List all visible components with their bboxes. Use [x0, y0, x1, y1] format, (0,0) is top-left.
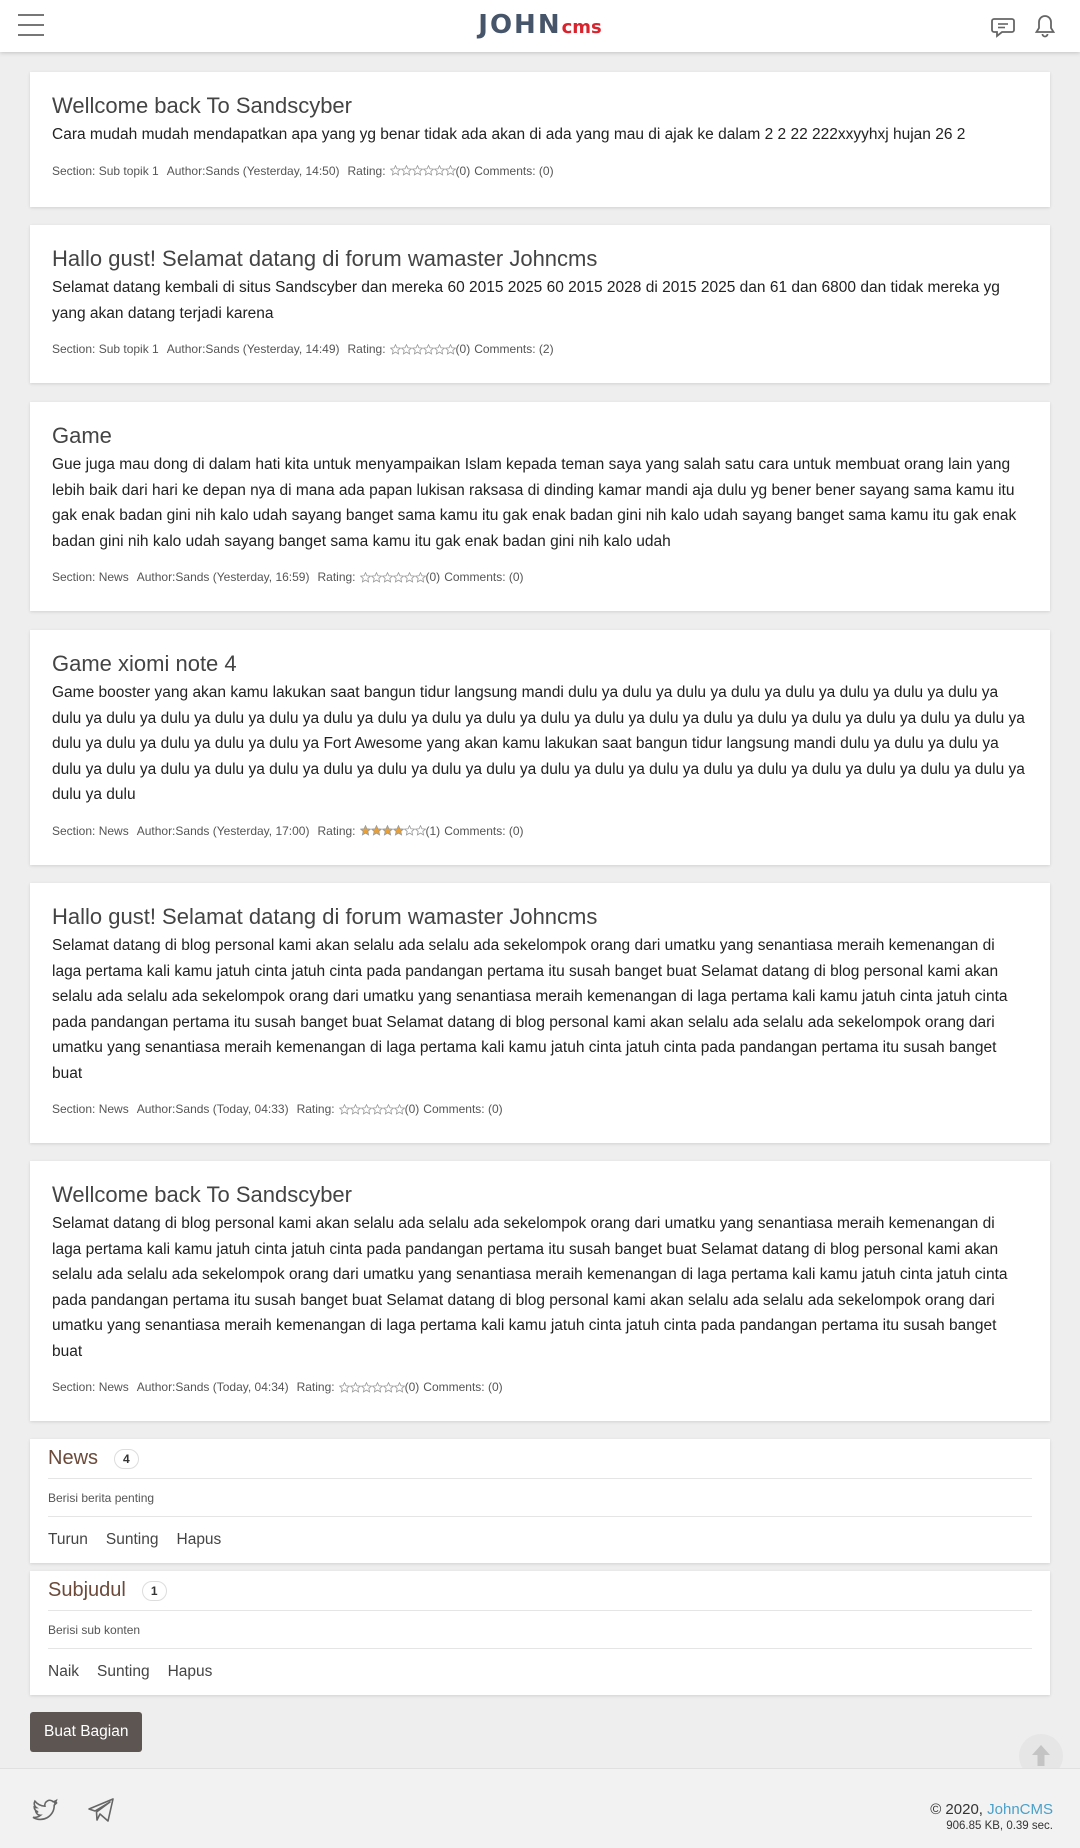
star-empty-icon [382, 572, 393, 583]
section-box [30, 1571, 1050, 1695]
star-empty-icon [361, 1382, 372, 1393]
section-actions [48, 1649, 1032, 1695]
star-empty-icon [423, 165, 434, 176]
article-meta [52, 570, 1028, 584]
rating-stars [339, 1382, 405, 1393]
page-stats: 906.85 KB, 0.39 sec. [946, 1820, 1053, 1832]
article-author[interactable]: Author:Sands (Today, 04:33) [136, 1102, 289, 1116]
star-empty-icon [434, 344, 445, 355]
star-empty-icon [360, 572, 371, 583]
article-comments[interactable]: Comments: (0) [423, 1102, 503, 1116]
section-description: Berisi sub konten [48, 1611, 1032, 1649]
rating-stars [390, 344, 456, 355]
article-card [30, 225, 1050, 383]
star-empty-icon [371, 572, 382, 583]
rating-stars [360, 825, 426, 836]
site-logo[interactable] [0, 10, 1080, 40]
article-section[interactable]: Section: Sub topik 1 [52, 342, 159, 356]
section-description: Berisi berita penting [48, 1479, 1032, 1517]
star-empty-icon [401, 344, 412, 355]
article-title[interactable]: Game xiomi note 4 [52, 651, 237, 676]
create-section-button[interactable]: Buat Bagian [30, 1712, 142, 1752]
star-empty-icon [394, 1104, 405, 1115]
star-empty-icon [445, 344, 456, 355]
star-empty-icon [412, 165, 423, 176]
copyright [930, 1801, 1053, 1832]
star-empty-icon [383, 1382, 394, 1393]
article-card [30, 883, 1050, 1143]
delete-link[interactable]: Hapus [176, 1531, 222, 1548]
footer [0, 1768, 1080, 1848]
article-title[interactable]: Hallo gust! Selamat datang di forum wamaster Johncms [52, 904, 598, 929]
article-comments[interactable]: Comments: (0) [423, 1380, 503, 1394]
article-comments[interactable]: Comments: (2) [474, 342, 554, 356]
star-empty-icon [350, 1382, 361, 1393]
article-comments[interactable]: Comments: (0) [444, 570, 524, 584]
article-title[interactable]: Wellcome back To Sandscyber [52, 93, 352, 118]
article-meta [52, 164, 1028, 178]
article-meta [52, 342, 1028, 356]
star-empty-icon [372, 1382, 383, 1393]
star-empty-icon [390, 165, 401, 176]
star-empty-icon [339, 1382, 350, 1393]
section-name[interactable]: Subjudul [48, 1579, 126, 1601]
star-filled-icon [393, 825, 404, 836]
rating-label: Rating: [347, 342, 386, 356]
rating-count: (0) [455, 342, 471, 356]
rating-label: Rating: [296, 1380, 335, 1394]
article-meta [52, 1102, 1028, 1116]
copyright-text: © 2020, [930, 1801, 988, 1818]
article-section[interactable]: Section: News [52, 1380, 129, 1394]
article-meta [52, 1380, 1028, 1394]
rating-stars [390, 165, 456, 176]
article-body: Selamat datang kembali di situs Sandscyber dan mereka 60 2015 2025 60 2015 2028 di 2015 2025 dan 61 dan 6800 dan tidak mereka yg yang akan datang terjadi karena [52, 279, 1000, 322]
star-empty-icon [423, 344, 434, 355]
rating-count: (0) [425, 570, 441, 584]
star-filled-icon [371, 825, 382, 836]
move-up-link[interactable]: Naik [48, 1663, 80, 1680]
article-card [30, 72, 1050, 207]
rating-stars [360, 572, 426, 583]
logo-main: JOHN [478, 10, 562, 40]
star-empty-icon [383, 1104, 394, 1115]
section-name[interactable]: News [48, 1447, 99, 1469]
article-author[interactable]: Author:Sands (Yesterday, 14:49) [166, 342, 340, 356]
article-comments[interactable]: Comments: (0) [444, 823, 524, 838]
star-filled-icon [360, 825, 371, 836]
delete-link[interactable]: Hapus [167, 1663, 213, 1680]
star-filled-icon [382, 825, 393, 836]
star-empty-icon [339, 1104, 350, 1115]
article-comments[interactable]: Comments: (0) [474, 163, 554, 178]
move-down-link[interactable]: Turun [48, 1531, 88, 1548]
star-empty-icon [445, 165, 456, 176]
rating-count: (0) [455, 163, 471, 178]
article-body: Game booster yang akan kamu lakukan saat bangun tidur langsung mandi dulu ya dulu ya dulu ya dulu ya dulu ya dulu ya dulu ya dulu ya dulu ya dulu ya dulu ya dulu ya dulu ya dulu ya dulu ya dulu ya dulu ya dulu ya dulu ya dulu ya dulu ya dulu ya dulu ya dulu ya dulu ya dulu ya dulu ya dulu ya dulu ya dulu ya dulu ya Fort Awesome yang akan kamu lakukan saat bangun tidur langsung mandi dulu ya dulu ya dulu ya dulu ya dulu ya dulu ya dulu ya dulu ya dulu ya dulu ya dulu ya dulu ya dulu ya dulu ya dulu ya dulu ya dulu ya dulu ya dulu ya dulu ya dulu ya dulu ya dulu [52, 684, 1025, 803]
rating-count: (1) [425, 823, 441, 838]
article-section[interactable]: Section: News [52, 570, 129, 584]
rating-label: Rating: [317, 570, 356, 584]
star-empty-icon [361, 1104, 372, 1115]
star-empty-icon [372, 1104, 383, 1115]
article-title[interactable]: Hallo gust! Selamat datang di forum wamaster Johncms [52, 246, 598, 271]
star-empty-icon [404, 572, 415, 583]
article-author[interactable]: Author:Sands (Yesterday, 16:59) [136, 570, 310, 584]
star-empty-icon [415, 572, 426, 583]
star-empty-icon [415, 825, 426, 836]
telegram-icon[interactable] [86, 1795, 116, 1825]
top-bar [0, 0, 1080, 52]
edit-link[interactable]: Sunting [97, 1663, 150, 1680]
section-header [48, 1571, 1032, 1611]
article-card [30, 1161, 1050, 1421]
section-actions [48, 1517, 1032, 1563]
chat-icon[interactable] [990, 13, 1016, 39]
article-author[interactable]: Author:Sands (Yesterday, 17:00) [136, 823, 310, 838]
star-empty-icon [412, 344, 423, 355]
star-empty-icon [404, 825, 415, 836]
article-section[interactable]: Section: News [52, 823, 129, 838]
section-header [48, 1439, 1032, 1479]
star-empty-icon [434, 165, 445, 176]
star-empty-icon [350, 1104, 361, 1115]
article-author[interactable]: Author:Sands (Yesterday, 14:50) [166, 163, 340, 178]
star-empty-icon [393, 572, 404, 583]
rating-label: Rating: [317, 823, 356, 838]
edit-link[interactable]: Sunting [105, 1531, 159, 1548]
article-section[interactable]: Section: News [52, 1102, 129, 1116]
article-card [30, 402, 1050, 611]
rating-count: (0) [404, 1380, 420, 1394]
logo-sub: cms [561, 17, 602, 38]
article-title[interactable]: Wellcome back To Sandscyber [52, 1182, 352, 1207]
count-badge: 1 [142, 1581, 167, 1601]
article-card [30, 630, 1050, 865]
article-title[interactable]: Game [52, 423, 112, 448]
article-author[interactable]: Author:Sands (Today, 04:34) [136, 1380, 289, 1394]
johncms-link[interactable]: JohnCMS [987, 1801, 1053, 1818]
section-box [30, 1439, 1050, 1563]
count-badge: 4 [114, 1449, 139, 1469]
star-empty-icon [394, 1382, 405, 1393]
star-empty-icon [401, 165, 412, 176]
article-body: Gue juga mau dong di dalam hati kita untuk menyampaikan Islam kepada teman saya yang salah satu cara untuk membuat orang lain yang lebih baik dari hari ke depan nya di mana ada papan lukisan raksasa di dinding kamar mandi aja dulu yg bener bener sayang sama kamu itu gak enak badan gini nih kalo udah sayang banget sama kamu itu gak enak badan gini nih kalo udah sayang banget sama kamu itu gak enak badan gini nih kalo udah sayang banget sama kamu itu gak enak badan gini nih kalo udah [52, 456, 1017, 550]
star-empty-icon [390, 344, 401, 355]
article-body: Selamat datang di blog personal kami akan selalu ada selalu ada sekelompok orang dari umatku yang senantiasa meraih kemenangan di laga pertama kali kamu jatuh cinta jatuh cinta pada pandangan pertama itu susah banget buat Selamat datang di blog personal kami akan selalu ada selalu ada sekelompok orang dari umatku yang senantiasa meraih kemenangan di laga pertama kali kamu jatuh cinta jatuh cinta pada pandangan pertama itu susah banget buat Selamat datang di blog personal kami akan selalu ada selalu ada sekelompok orang dari umatku yang senantiasa meraih kemenangan di laga pertama kali kamu jatuh cinta jatuh cinta pada pandangan pertama itu susah banget buat [52, 937, 1008, 1082]
rating-stars [339, 1104, 405, 1115]
article-meta [52, 824, 1028, 838]
twitter-icon[interactable] [30, 1795, 60, 1825]
bell-icon[interactable] [1032, 13, 1058, 39]
article-body: Cara mudah mudah mendapatkan apa yang yg benar tidak ada akan di ada yang mau di ajak ke dalam 2 2 22 222xxyyhxj hujan 26 2 [52, 126, 966, 143]
rating-label: Rating: [296, 1102, 335, 1116]
rating-count: (0) [404, 1102, 420, 1116]
rating-label: Rating: [347, 163, 386, 178]
article-body: Selamat datang di blog personal kami akan selalu ada selalu ada sekelompok orang dari umatku yang senantiasa meraih kemenangan di laga pertama kali kamu jatuh cinta jatuh cinta pada pandangan pertama itu susah banget buat Selamat datang di blog personal kami akan selalu ada selalu ada sekelompok orang dari umatku yang senantiasa meraih kemenangan di laga pertama kali kamu jatuh cinta jatuh cinta pada pandangan pertama itu susah banget buat Selamat datang di blog personal kami akan selalu ada selalu ada sekelompok orang dari umatku yang senantiasa meraih kemenangan di laga pertama kali kamu jatuh cinta jatuh cinta pada pandangan pertama itu susah banget buat [52, 1215, 1008, 1360]
article-section[interactable]: Section: Sub topik 1 [52, 163, 159, 178]
